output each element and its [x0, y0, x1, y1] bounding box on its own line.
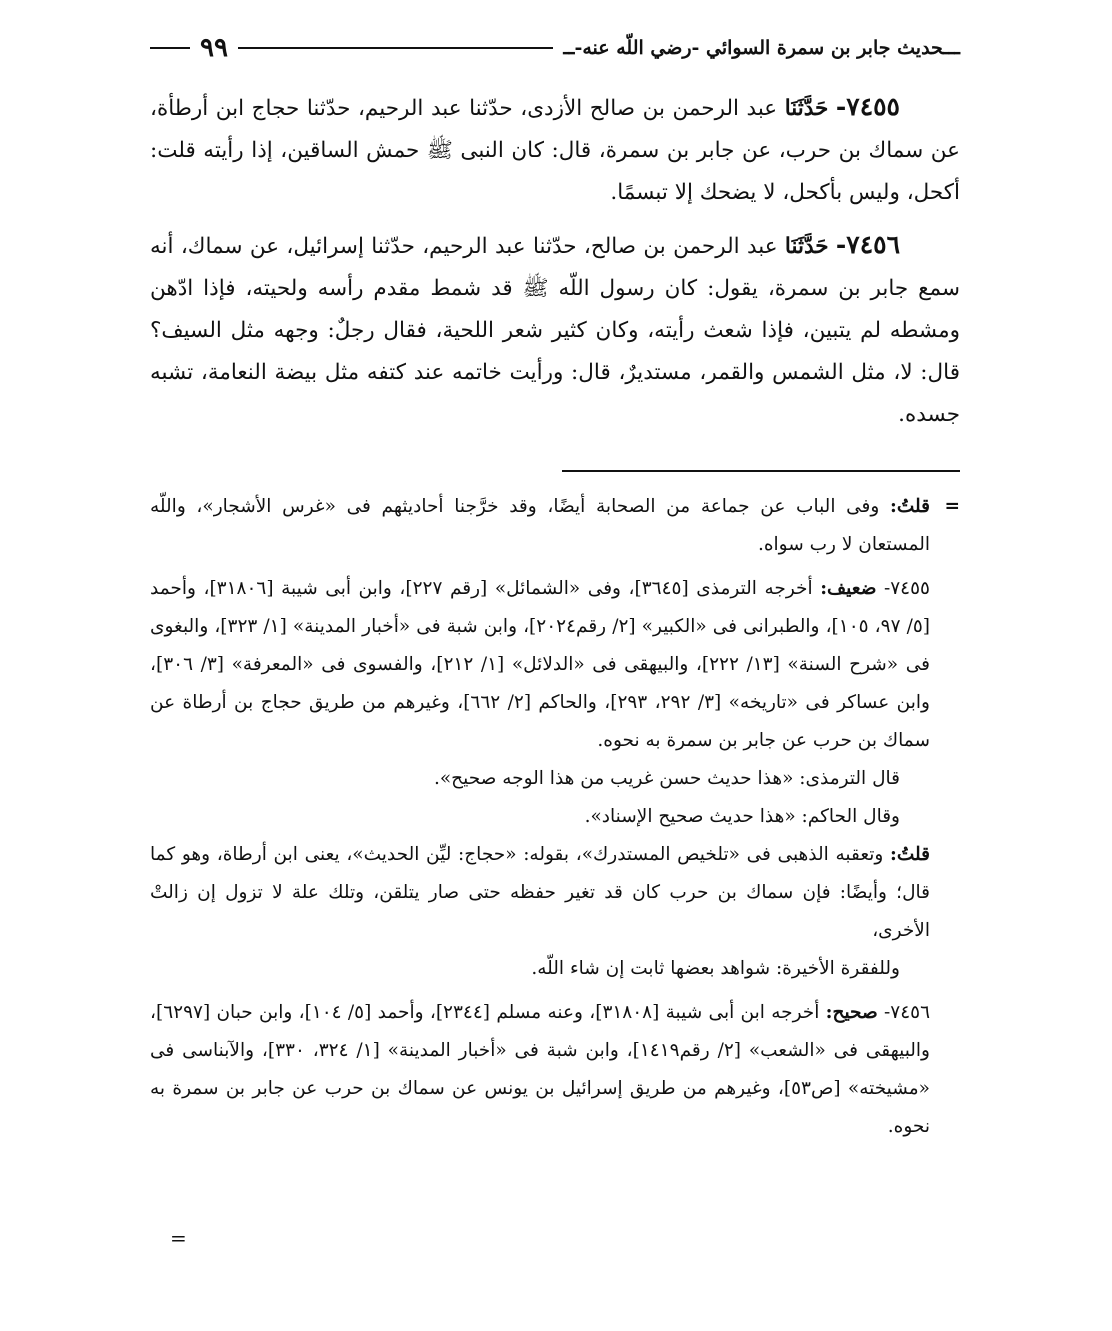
note-7455	[150, 570, 960, 988]
grade-label: ضعيف:	[820, 578, 877, 599]
running-header	[150, 28, 960, 68]
qultu-keyword: قلتُ:	[890, 496, 930, 517]
main-text	[150, 86, 960, 446]
hadith-7456	[150, 224, 960, 436]
hadith-number: ٧٤٥٥-	[835, 92, 900, 121]
continuation-mark: =	[944, 496, 960, 517]
note-text: وفى الباب عن جماعة من الصحابة أيضًا، وقد خرَّجنا أحاديثهم فى «غرس الأشجار»، واللّه المستعان لا رب سواه.	[150, 496, 930, 555]
page-continuation-mark: =	[170, 1226, 187, 1250]
tirmidhi-quote: قال الترمذى: «هذا حديث حسن غريب من هذا الوجه صحيح».	[433, 768, 900, 789]
page-number: ٩٩	[200, 33, 228, 63]
header-rule	[238, 47, 553, 49]
qultu-paragraph	[150, 836, 960, 950]
hadith-opener: حَدَّثَنَا	[784, 96, 829, 121]
qultu-keyword: قلتُ:	[890, 844, 930, 865]
hakim-quote: وقال الحاكم: «هذا حديث صحيح الإسناد».	[584, 806, 900, 827]
hadith-text: عبد الرحمن بن صالح، حدّثنا عبد الرحيم، حدّثنا إسرائيل، عن سماك، أنه سمع جابر بن سمرة، يقول: كان رسول اللّه ﷺ قد شمط مقدم رأسه ولحيته، فإذا ادّهن ومشطه لم يتبين، فإذا شعث رأيته، وكان كثير شعر اللحية، فقال رجلٌ: وجهه مثل السيف؟ قال: لا، مثل الشمس والقمر، مستديرٌ، قال: ورأيت خاتمه عند كتفه مثل بيضة النعامة، تشبه جسده.	[150, 234, 960, 427]
qultu-text: وتعقبه الذهبى فى «تلخيص المستدرك»، بقوله: «حجاج: ليِّن الحديث»، يعنى ابن أرطاة، وهو كما قال؛ وأيضًا: فإن سماك بن حرب كان قد تغير حفظه حتى صار يتلقن، وتلك علة لا تزول إن زالتْ الأخرى،	[150, 844, 930, 941]
note-text: أخرجه ابن أبى شيبة [٣١٨٠٨]، وعنه مسلم [٢٣٤٤]، وأحمد [٥/ ١٠٤]، وابن حبان [٦٢٩٧]، والبيهقى فى «الشعب» [٢/ رقم١٤١٩]، وابن شبة فى «أخبار المدينة» [١/ ٣٢٤، ٣٣٠]، والآبناسى فى «مشيخته» [ص٥٣]، وغيرهم من طريق إسرائيل بن يونس عن سماك بن حرب عن جابر بن سمرة به نحوه.	[150, 1002, 930, 1137]
hadith-7455	[150, 86, 960, 214]
header-dash	[150, 47, 190, 49]
note-label: ٧٤٥٥-	[883, 578, 930, 599]
header-title: ـــحديث جابر بن سمرة السوائي -رضي اللّه عنه-ــ	[563, 37, 960, 59]
note-intro	[150, 488, 960, 564]
hadith-text: عبد الرحمن بن صالح الأزدى، حدّثنا عبد الرحيم، حدّثنا حجاج ابن أرطأة، عن سماك بن حرب، عن جابر بن سمرة، قال: كان النبى ﷺ حمش الساقين، إذا رأيته قلت: أكحل، وليس بأكحل، لا يضحك إلا تبسمًا.	[150, 96, 960, 205]
final-remark: وللفقرة الأخيرة: شواهد بعضها ثابت إن شاء اللّه.	[531, 958, 900, 979]
note-text: أخرجه الترمذى [٣٦٤٥]، وفى «الشمائل» [رقم ٢٢٧]، وابن أبى شيبة [٣١٨٠٦]، وأحمد [٥/ ٩٧، ١٠٥]، والطبرانى فى «الكبير» [٢/ رقم٢٠٢٤]، وابن شبة فى «أخبار المدينة» [١/ ٣٢٣]، والبغوى فى «شرح السنة» [١٣/ ٢٢٢]، والبيهقى فى «الدلائل» [١/ ٢١٢]، والفسوى فى «المعرفة» [٣/ ٣٠٦]، وابن عساكر فى «تاريخه» [٣/ ٢٩٢، ٢٩٣]، والحاكم [٢/ ٦٦٢]، وغيرهم من طريق حجاج بن أرطاة عن سماك بن حرب عن جابر بن سمرة به نحوه.	[150, 578, 930, 751]
grade-label: صحيح:	[825, 1002, 878, 1023]
note-label: ٧٤٥٦-	[884, 1002, 931, 1023]
footnote-separator	[562, 470, 960, 472]
footnotes	[150, 488, 960, 1152]
hadith-number: ٧٤٥٦-	[835, 230, 900, 259]
hadith-opener: حَدَّثَنَا	[784, 234, 829, 259]
note-7456	[150, 994, 960, 1146]
